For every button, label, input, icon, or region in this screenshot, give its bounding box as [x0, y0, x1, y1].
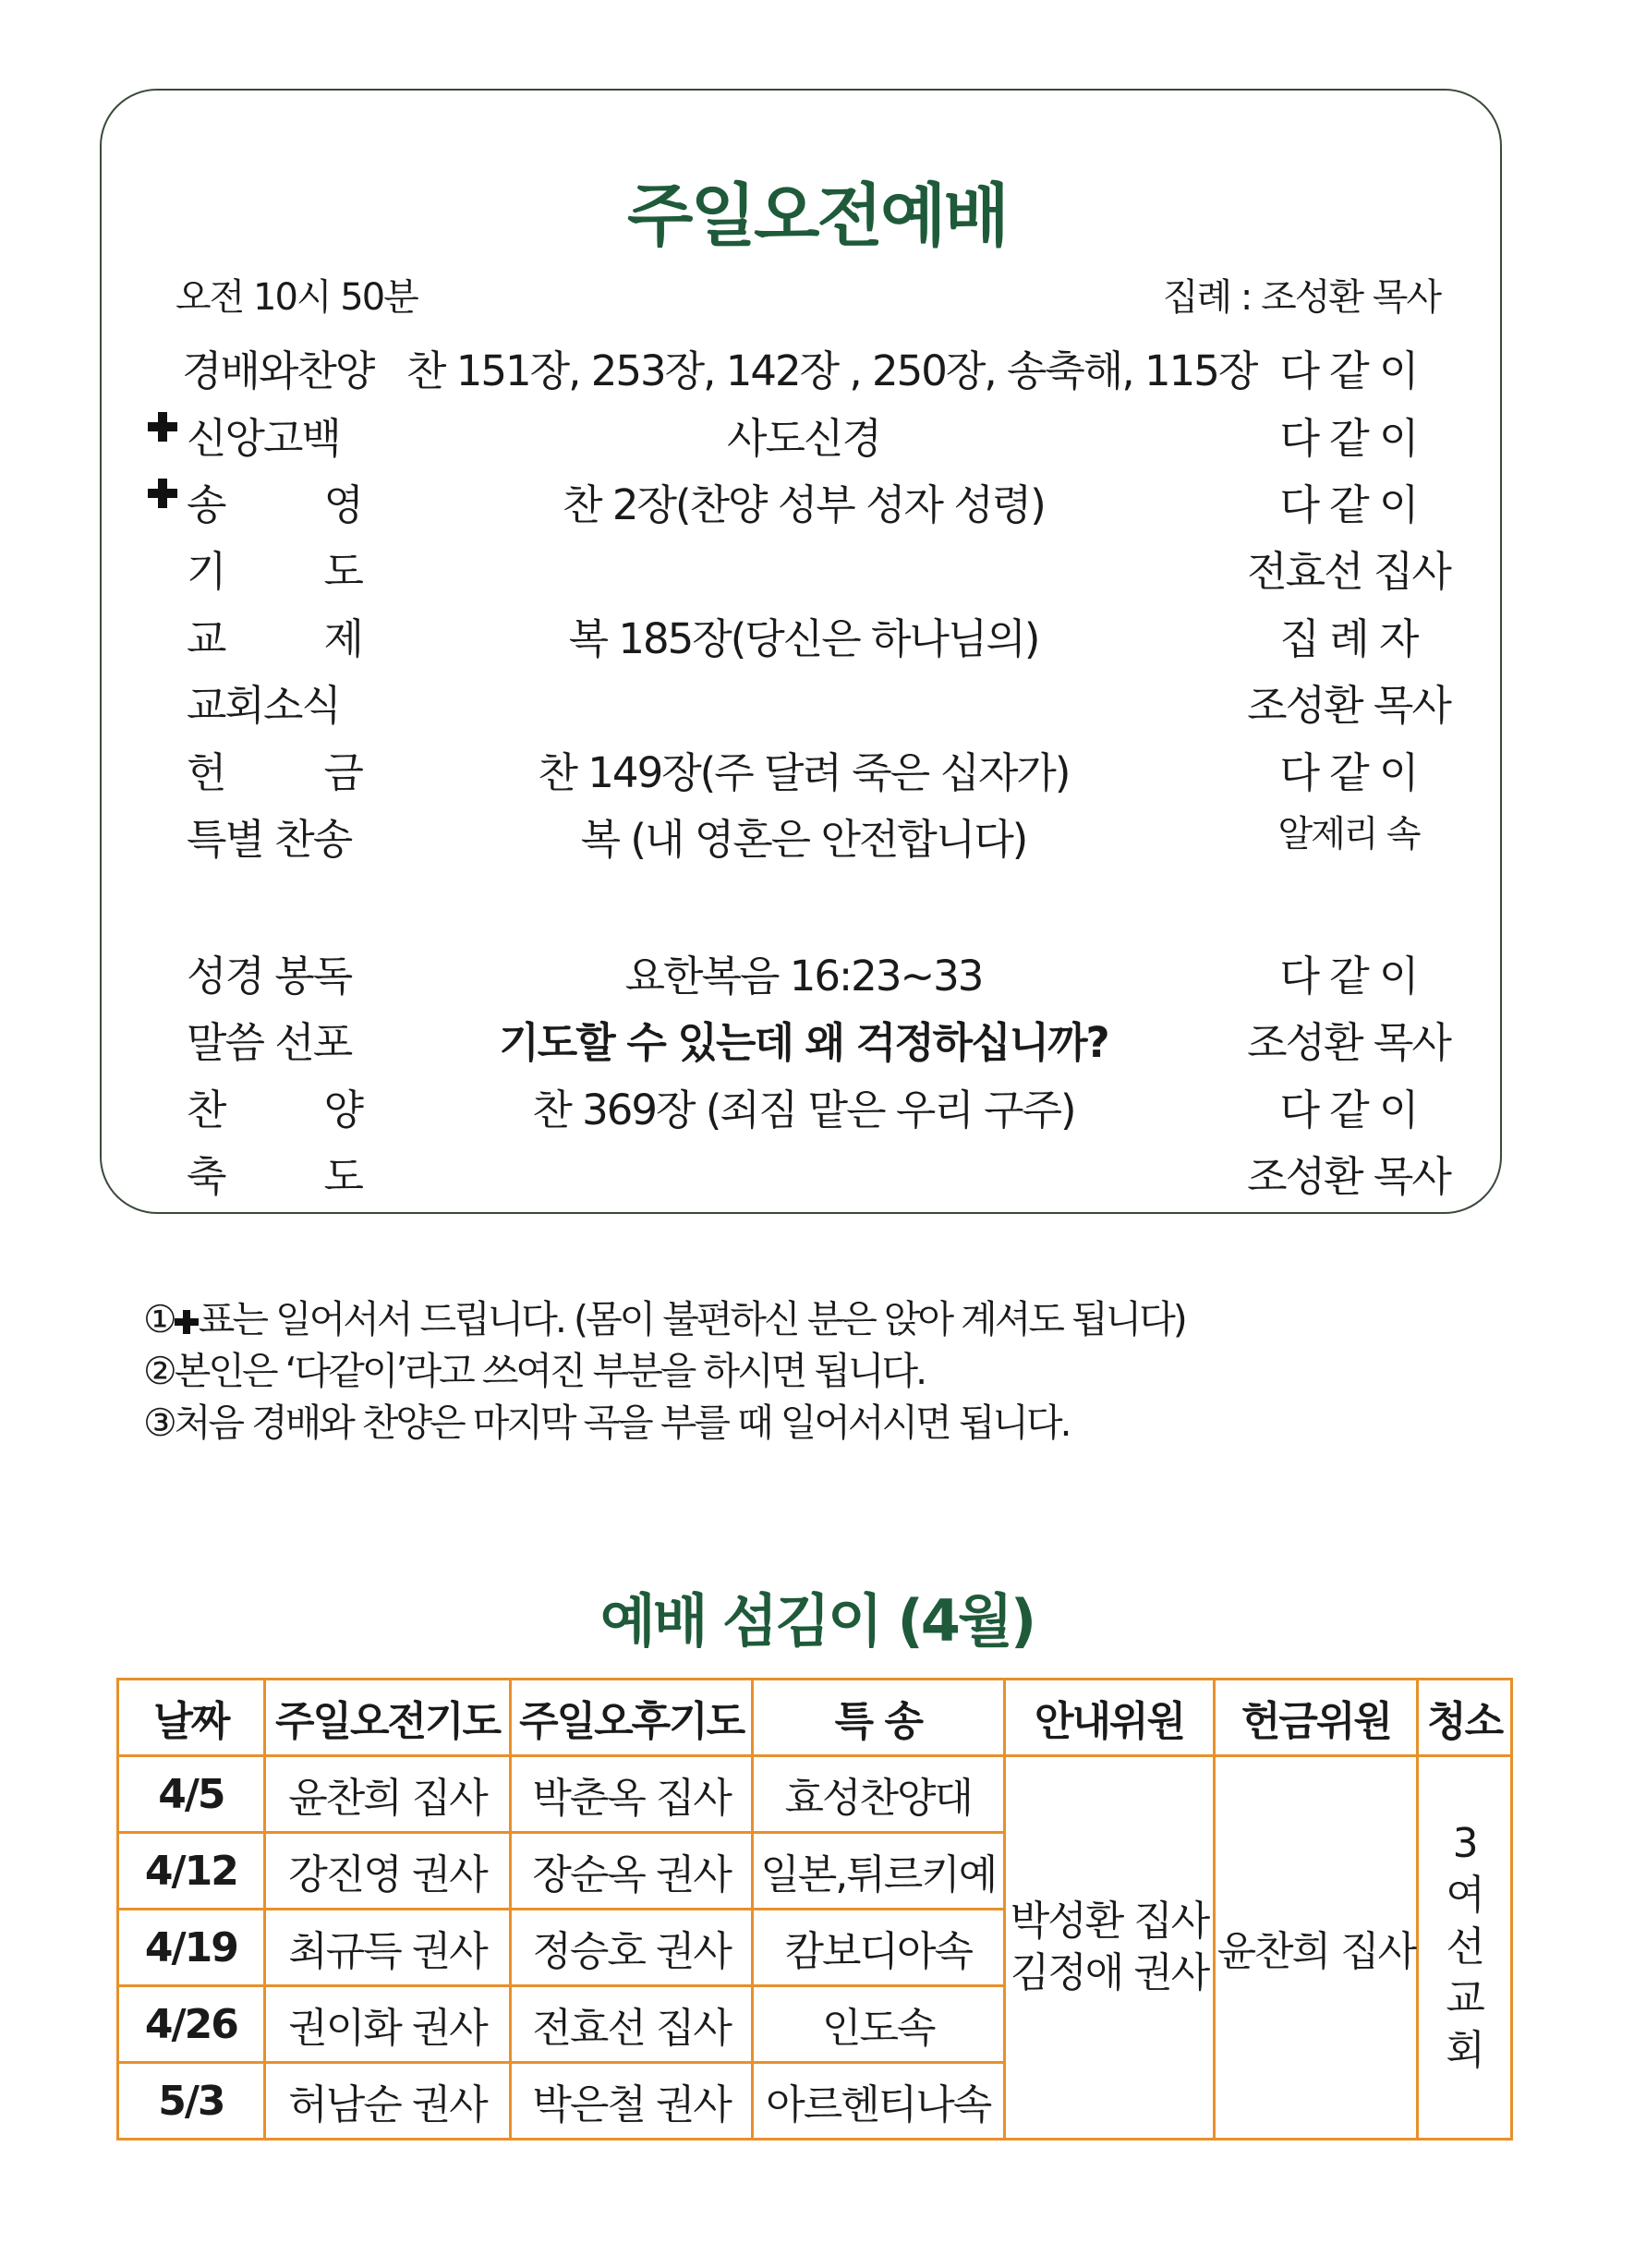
cell-am-prayer: 허남순 권사	[264, 2063, 511, 2140]
cross-icon	[148, 412, 177, 442]
cross-icon	[175, 1310, 199, 1334]
order-content: 복 185장(당신은 하나님의)	[568, 614, 1039, 663]
note-3: ③처음 경배와 찬양은 마지막 곡을 부를 때 일어서시면 됩니다.	[143, 1401, 1070, 1445]
cell-pm-prayer: 박은철 권사	[511, 2063, 753, 2140]
order-row-doxology	[0, 471, 1634, 527]
duty-table	[116, 1678, 1513, 2141]
order-item: 성경 봉독	[187, 952, 352, 1001]
order-content: 찬 369장 (죄짐 맡은 우리 구주)	[532, 1085, 1075, 1134]
order-item: 축 도	[187, 1152, 362, 1201]
order-row-special-hymn	[0, 806, 1634, 864]
duty-title: 예배 섬김이 (4월)	[599, 1587, 1035, 1655]
order-row-praise	[0, 337, 1634, 393]
cell-offering: 윤찬희 집사	[1215, 1756, 1418, 2140]
order-content: 찬 2장(찬양 성부 성자 성령)	[563, 480, 1045, 529]
header-ushers: 안내위원	[1004, 1680, 1215, 1756]
order-person: 조성환 목사	[1247, 1152, 1450, 1201]
order-content: 찬 149장(주 달려 죽은 십자가)	[538, 748, 1070, 797]
order-row-creed	[0, 405, 1634, 463]
cleaning-char: 3	[1452, 1820, 1477, 1867]
sermon-title: 기도할 수 있는데 왜 걱정하십니까?	[499, 1018, 1108, 1067]
usher-name: 박성환 집사	[1010, 1898, 1209, 1945]
header-am-prayer: 주일오전기도	[264, 1680, 511, 1756]
order-row-hymn	[0, 1076, 1634, 1132]
cross-icon	[148, 479, 177, 508]
cell-date: 4/26	[118, 1986, 265, 2063]
table-header-row	[118, 1680, 1512, 1756]
order-item: 헌 금	[187, 748, 362, 797]
cell-date: 4/5	[118, 1756, 265, 1833]
cell-special-song: 효성찬양대	[752, 1756, 1004, 1833]
note-1-number: ①	[143, 1297, 175, 1341]
order-content: 요한복음 16:23~33	[624, 952, 983, 1001]
cell-am-prayer: 윤찬희 집사	[264, 1756, 511, 1833]
order-content: 찬 151장, 253장, 142장 , 250장, 송축해, 115장	[406, 346, 1257, 395]
order-item: 교 제	[187, 614, 362, 663]
order-person: 집 례 자	[1279, 614, 1418, 663]
cell-date: 4/12	[118, 1833, 265, 1910]
order-person: 다 같 이	[1279, 952, 1418, 1001]
service-officiant: 집례 : 조성환 목사	[1162, 276, 1440, 319]
cell-am-prayer: 권이화 권사	[264, 1986, 511, 2063]
order-person: 조성환 목사	[1247, 681, 1450, 730]
cell-special-song: 일본,튀르키예	[752, 1833, 1004, 1910]
cell-special-song: 인도속	[752, 1986, 1004, 2063]
order-content: 복 (내 영혼은 안전합니다)	[580, 815, 1027, 864]
order-item: 말씀 선포	[187, 1018, 352, 1067]
order-item: 찬 양	[187, 1085, 362, 1134]
order-row-offering	[0, 739, 1634, 797]
cell-ushers	[1004, 1756, 1215, 2140]
note-1	[143, 1293, 1185, 1345]
order-person: 다 같 이	[1279, 346, 1418, 395]
header-offering: 헌금위원	[1215, 1680, 1418, 1756]
order-person: 알제리 속	[1277, 814, 1420, 855]
cleaning-char: 여	[1446, 1872, 1483, 1919]
cell-pm-prayer: 전효선 집사	[511, 1986, 753, 2063]
cell-pm-prayer: 박춘옥 집사	[511, 1756, 753, 1833]
order-item: 송 영	[187, 480, 362, 529]
order-item: 기 도	[187, 547, 362, 596]
order-item: 신앙고백	[187, 414, 340, 463]
order-row-prayer	[0, 538, 1634, 596]
order-item: 특별 찬송	[187, 815, 352, 864]
order-row-news	[0, 672, 1634, 730]
order-person: 다 같 이	[1279, 748, 1418, 797]
cell-pm-prayer: 장순옥 권사	[511, 1833, 753, 1910]
cleaning-char: 선	[1446, 1923, 1483, 1971]
order-row-fellowship	[0, 605, 1634, 661]
cell-am-prayer: 강진영 권사	[264, 1833, 511, 1910]
table-row	[118, 1756, 1512, 1833]
cell-date: 4/19	[118, 1910, 265, 1986]
order-item: 교회소식	[187, 681, 340, 730]
note-1-text: 표는 일어서서 드립니다. (몸이 불편하신 분은 앉아 계셔도 됩니다)	[198, 1297, 1185, 1341]
header-special-song: 특 송	[752, 1680, 1004, 1756]
usher-name: 김정애 권사	[1010, 1949, 1209, 1996]
order-person: 다 같 이	[1279, 1085, 1418, 1134]
note-2: ②본인은 ‘다같이’라고 쓰여진 부분을 하시면 됩니다.	[143, 1349, 926, 1393]
cleaning-char: 회	[1446, 2027, 1483, 2074]
cell-special-song: 아르헨티나속	[752, 2063, 1004, 2140]
cell-pm-prayer: 정승호 권사	[511, 1910, 753, 1986]
order-row-scripture	[0, 942, 1634, 1001]
header-pm-prayer: 주일오후기도	[511, 1680, 753, 1756]
notes	[143, 1293, 1185, 1449]
order-person: 전효선 집사	[1247, 547, 1450, 596]
header-date: 날짜	[118, 1680, 265, 1756]
cell-date: 5/3	[118, 2063, 265, 2140]
order-row-benediction	[0, 1143, 1634, 1201]
order-row-sermon	[0, 1009, 1634, 1067]
service-time: 오전 10시 50분	[176, 276, 418, 319]
service-title: 주일오전예배	[627, 176, 1007, 256]
cell-cleaning	[1418, 1756, 1512, 2140]
cleaning-char: 교	[1446, 1975, 1483, 2022]
cell-am-prayer: 최규득 권사	[264, 1910, 511, 1986]
order-person: 다 같 이	[1279, 414, 1418, 463]
order-person: 조성환 목사	[1247, 1018, 1450, 1067]
order-item: 경배와찬양	[182, 346, 374, 395]
cell-special-song: 캄보디아속	[752, 1910, 1004, 1986]
header-cleaning: 청소	[1418, 1680, 1512, 1756]
order-person: 다 같 이	[1279, 480, 1418, 529]
order-content: 사도신경	[727, 414, 880, 463]
